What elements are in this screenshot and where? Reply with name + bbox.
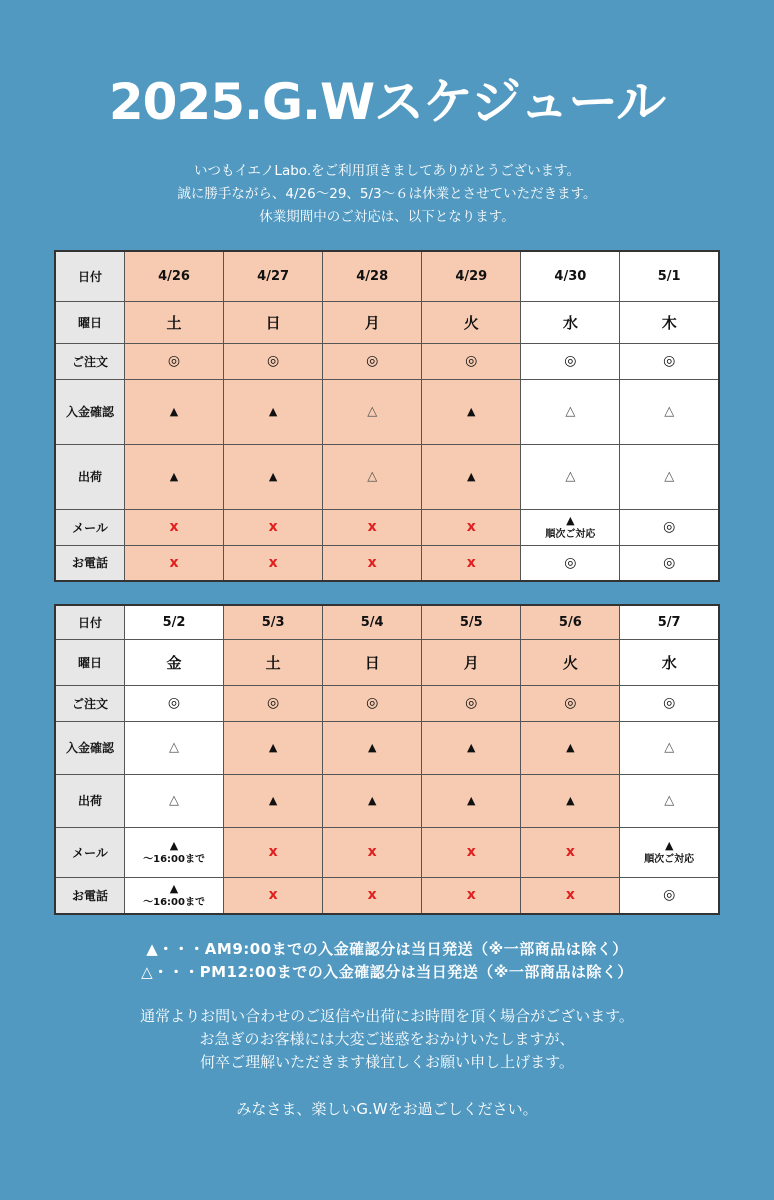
order-cell: [224, 343, 323, 379]
schedule-row: [55, 379, 719, 444]
order-cell-value: ◎: [663, 353, 676, 369]
order-cell-value: ◎: [167, 695, 181, 711]
mail-cell: [125, 509, 224, 545]
date-cell-value: 5/3: [261, 614, 285, 630]
order-cell: [323, 343, 422, 379]
payment-cell-value: △: [664, 740, 675, 755]
order-cell-value: ◎: [366, 695, 379, 711]
shipping-cell: [323, 444, 422, 509]
order-cell-value: ◎: [564, 353, 577, 369]
order-cell: [125, 343, 224, 379]
intro-text: [0, 160, 774, 229]
row-label: 曜日: [55, 639, 125, 685]
shipping-cell: [422, 444, 521, 509]
weekday-cell-value: 月: [463, 653, 479, 672]
weekday-cell-value: 水: [562, 313, 578, 332]
mail-cell-value: ▲: [664, 838, 674, 852]
schedule-row: [55, 251, 719, 301]
date-cell-value: 5/5: [459, 614, 483, 630]
weekday-cell: [125, 639, 224, 685]
order-cell: [521, 685, 620, 721]
phone-cell-value: ◎: [663, 887, 676, 904]
phone-cell-note: 〜16:00まで: [143, 896, 205, 908]
order-cell: [620, 685, 719, 721]
weekday-cell-value: 金: [166, 653, 182, 672]
shipping-cell: [224, 774, 323, 827]
payment-cell: [620, 721, 719, 774]
payment-cell: [125, 379, 224, 444]
date-cell-value: 5/4: [360, 614, 384, 630]
weekday-cell-value: 木: [661, 313, 677, 332]
shipping-cell: [521, 444, 620, 509]
shipping-cell: [125, 774, 224, 827]
shipping-cell: [521, 774, 620, 827]
weekday-cell: [323, 639, 422, 685]
notice-line: 通常よりお問い合わせのご返信や出荷にお時間を頂く場合がございます。: [140, 1007, 634, 1025]
mail-cell: [323, 509, 422, 545]
row-label: ご注文: [55, 685, 125, 721]
schedule-row: [55, 509, 719, 545]
shipping-cell-value: ▲: [268, 794, 278, 807]
order-cell: [224, 685, 323, 721]
shipping-cell-value: ▲: [566, 794, 575, 807]
order-cell-value: ◎: [167, 353, 181, 369]
payment-cell: [125, 721, 224, 774]
shipping-cell-value: ▲: [367, 794, 377, 807]
mail-cell: [323, 827, 422, 877]
date-cell: [224, 251, 323, 301]
mail-cell: [521, 827, 620, 877]
closing-message: みなさま、楽しいG.Wをお過ごしください。: [236, 1100, 538, 1118]
mail-cell: [521, 509, 620, 545]
row-label: お電話: [55, 877, 125, 914]
mail-cell: [224, 827, 323, 877]
phone-cell-value: x: [268, 887, 278, 904]
row-label: メール: [55, 509, 125, 545]
mail-cell-note: 〜16:00まで: [143, 853, 205, 865]
date-cell-value: 5/7: [657, 614, 681, 630]
notice-text: [0, 1005, 774, 1074]
date-cell: [422, 251, 521, 301]
date-cell: [125, 605, 224, 639]
weekday-cell-value: 日: [265, 313, 281, 332]
weekday-cell: [422, 301, 521, 343]
notice-line: 何卒ご理解いただきます様宜しくお願い申し上げます。: [200, 1053, 574, 1071]
phone-cell-value: x: [367, 887, 377, 904]
date-cell: [620, 251, 719, 301]
schedule-row: [55, 639, 719, 685]
schedule-row: [55, 605, 719, 639]
shipping-cell: [620, 774, 719, 827]
mail-cell-value: ◎: [663, 519, 676, 535]
mail-cell-value: x: [466, 519, 476, 535]
weekday-cell-value: 水: [661, 653, 677, 672]
phone-cell-value: x: [367, 554, 377, 571]
legend-empty-triangle: △・・・PM12:00までの入金確認分は当日発送（※一部商品は除く）: [141, 963, 633, 981]
phone-cell: [620, 877, 719, 914]
date-cell: [323, 605, 422, 639]
mail-cell-note: 順次ご対応: [545, 528, 596, 540]
order-cell: [521, 343, 620, 379]
date-cell-value: 4/27: [257, 268, 290, 284]
mail-cell-value: x: [466, 844, 476, 860]
intro-line: 誠に勝手ながら、4/26〜29、5/3〜６は休業とさせていただきます。: [177, 186, 597, 202]
weekday-cell: [323, 301, 422, 343]
mail-cell-value: x: [268, 519, 278, 535]
payment-cell: [620, 379, 719, 444]
payment-cell: [323, 721, 422, 774]
payment-cell-value: ▲: [268, 741, 278, 754]
mail-cell: [620, 827, 719, 877]
order-cell-value: ◎: [465, 353, 478, 369]
shipping-cell-value: △: [367, 469, 378, 484]
order-cell-value: ◎: [564, 695, 577, 711]
payment-cell-value: ▲: [467, 741, 476, 754]
schedule-row: [55, 721, 719, 774]
weekday-cell: [521, 301, 620, 343]
weekday-cell-value: 火: [463, 313, 479, 332]
phone-cell: [224, 877, 323, 914]
order-cell: [125, 685, 224, 721]
payment-cell-value: △: [367, 404, 378, 419]
row-label: 日付: [55, 605, 125, 639]
order-cell-value: ◎: [663, 695, 676, 711]
date-cell-value: 5/1: [657, 268, 681, 284]
row-label: 出荷: [55, 444, 125, 509]
weekday-cell-value: 火: [562, 653, 578, 672]
mail-cell-value: x: [367, 519, 377, 535]
phone-cell-value: x: [466, 554, 476, 571]
phone-cell-value: ◎: [663, 554, 676, 571]
weekday-cell-value: 土: [265, 653, 281, 672]
phone-cell: [422, 877, 521, 914]
row-label: 入金確認: [55, 721, 125, 774]
weekday-cell-value: 土: [166, 313, 182, 332]
mail-cell: [620, 509, 719, 545]
shipping-cell: [620, 444, 719, 509]
order-cell-value: ◎: [366, 353, 379, 369]
payment-cell: [521, 721, 620, 774]
mail-cell: [125, 827, 224, 877]
legend-filled-triangle: ▲・・・AM9:00までの入金確認分は当日発送（※一部商品は除く）: [146, 940, 628, 958]
shipping-cell-value: ▲: [169, 470, 179, 483]
schedule-row: [55, 685, 719, 721]
row-label: 出荷: [55, 774, 125, 827]
date-cell: [620, 605, 719, 639]
shipping-cell-value: △: [664, 469, 675, 484]
shipping-cell: [323, 774, 422, 827]
weekday-cell: [422, 639, 521, 685]
phone-cell: [422, 545, 521, 581]
legend: [0, 938, 774, 984]
payment-cell-value: ▲: [467, 405, 476, 418]
phone-cell: [224, 545, 323, 581]
order-cell-value: ◎: [267, 695, 280, 711]
weekday-cell: [620, 639, 719, 685]
shipping-cell-value: △: [664, 793, 675, 808]
phone-cell: [125, 877, 224, 914]
date-cell-value: 4/30: [554, 268, 587, 284]
phone-cell-value: x: [268, 554, 278, 571]
order-cell-value: ◎: [465, 695, 478, 711]
order-cell-value: ◎: [267, 353, 280, 369]
weekday-cell-value: 月: [364, 313, 380, 332]
payment-cell-value: △: [664, 404, 675, 419]
shipping-cell: [224, 444, 323, 509]
schedule-row: [55, 343, 719, 379]
order-cell: [422, 343, 521, 379]
shipping-cell-value: ▲: [467, 794, 476, 807]
weekday-cell: [620, 301, 719, 343]
mail-cell-value: x: [268, 844, 278, 860]
order-cell: [620, 343, 719, 379]
payment-cell-value: △: [565, 404, 576, 419]
schedule-row: [55, 301, 719, 343]
weekday-cell-value: 日: [364, 653, 380, 672]
mail-cell: [422, 827, 521, 877]
mail-cell-value: x: [565, 844, 575, 860]
date-cell-value: 5/6: [558, 614, 582, 630]
phone-cell: [125, 545, 224, 581]
schedule-row: [55, 877, 719, 914]
payment-cell-value: ▲: [268, 405, 278, 418]
mail-cell-value: ▲: [566, 513, 575, 527]
phone-cell-value: x: [565, 887, 575, 904]
payment-cell: [224, 721, 323, 774]
shipping-cell-value: ▲: [467, 470, 476, 483]
schedule-row: [55, 827, 719, 877]
schedule-table-may: [54, 604, 720, 915]
date-cell-value: 4/28: [356, 268, 389, 284]
row-label: メール: [55, 827, 125, 877]
phone-cell-value: x: [466, 887, 476, 904]
shipping-cell: [125, 444, 224, 509]
shipping-cell-value: △: [565, 469, 576, 484]
date-cell: [125, 251, 224, 301]
phone-cell-value: x: [169, 554, 179, 571]
weekday-cell: [224, 639, 323, 685]
payment-cell: [224, 379, 323, 444]
date-cell-value: 5/2: [162, 614, 186, 630]
payment-cell-value: ▲: [566, 741, 575, 754]
payment-cell: [422, 379, 521, 444]
payment-cell: [422, 721, 521, 774]
date-cell-value: 4/29: [455, 268, 488, 284]
phone-cell: [521, 877, 620, 914]
weekday-cell: [224, 301, 323, 343]
order-cell: [422, 685, 521, 721]
date-cell: [224, 605, 323, 639]
order-cell: [323, 685, 422, 721]
phone-cell-value: ◎: [564, 554, 577, 571]
weekday-cell: [125, 301, 224, 343]
notice-line: お急ぎのお客様には大変ご迷惑をおかけいたしますが、: [199, 1030, 575, 1048]
date-cell: [521, 251, 620, 301]
intro-line: 休業期間中のご対応は、以下となります。: [259, 209, 515, 225]
mail-cell-value: x: [367, 844, 377, 860]
mail-cell: [224, 509, 323, 545]
mail-cell-value: ▲: [169, 838, 179, 852]
payment-cell-value: ▲: [367, 741, 377, 754]
mail-cell-value: x: [169, 519, 179, 535]
intro-line: いつもイエノLabo.をご利用頂きましてありがとうございます。: [193, 163, 581, 179]
shipping-cell-value: △: [169, 793, 180, 808]
shipping-cell: [422, 774, 521, 827]
date-cell-value: 4/26: [158, 268, 190, 284]
schedule-row: [55, 545, 719, 581]
page-title: 2025.G.Wスケジュール: [108, 73, 666, 131]
mail-cell-note: 順次ご対応: [644, 853, 695, 865]
weekday-cell: [521, 639, 620, 685]
phone-cell: [323, 545, 422, 581]
payment-cell: [323, 379, 422, 444]
date-cell: [422, 605, 521, 639]
row-label: ご注文: [55, 343, 125, 379]
schedule-row: [55, 774, 719, 827]
payment-cell-value: △: [169, 740, 180, 755]
schedule-row: [55, 444, 719, 509]
date-cell: [323, 251, 422, 301]
phone-cell-value: ▲: [169, 881, 179, 895]
phone-cell: [323, 877, 422, 914]
row-label: 入金確認: [55, 379, 125, 444]
date-cell: [521, 605, 620, 639]
phone-cell: [620, 545, 719, 581]
payment-cell-value: ▲: [169, 405, 179, 418]
shipping-cell-value: ▲: [268, 470, 278, 483]
schedule-table-april: [54, 250, 720, 582]
mail-cell: [422, 509, 521, 545]
phone-cell: [521, 545, 620, 581]
row-label: 日付: [55, 251, 125, 301]
row-label: お電話: [55, 545, 125, 581]
row-label: 曜日: [55, 301, 125, 343]
payment-cell: [521, 379, 620, 444]
